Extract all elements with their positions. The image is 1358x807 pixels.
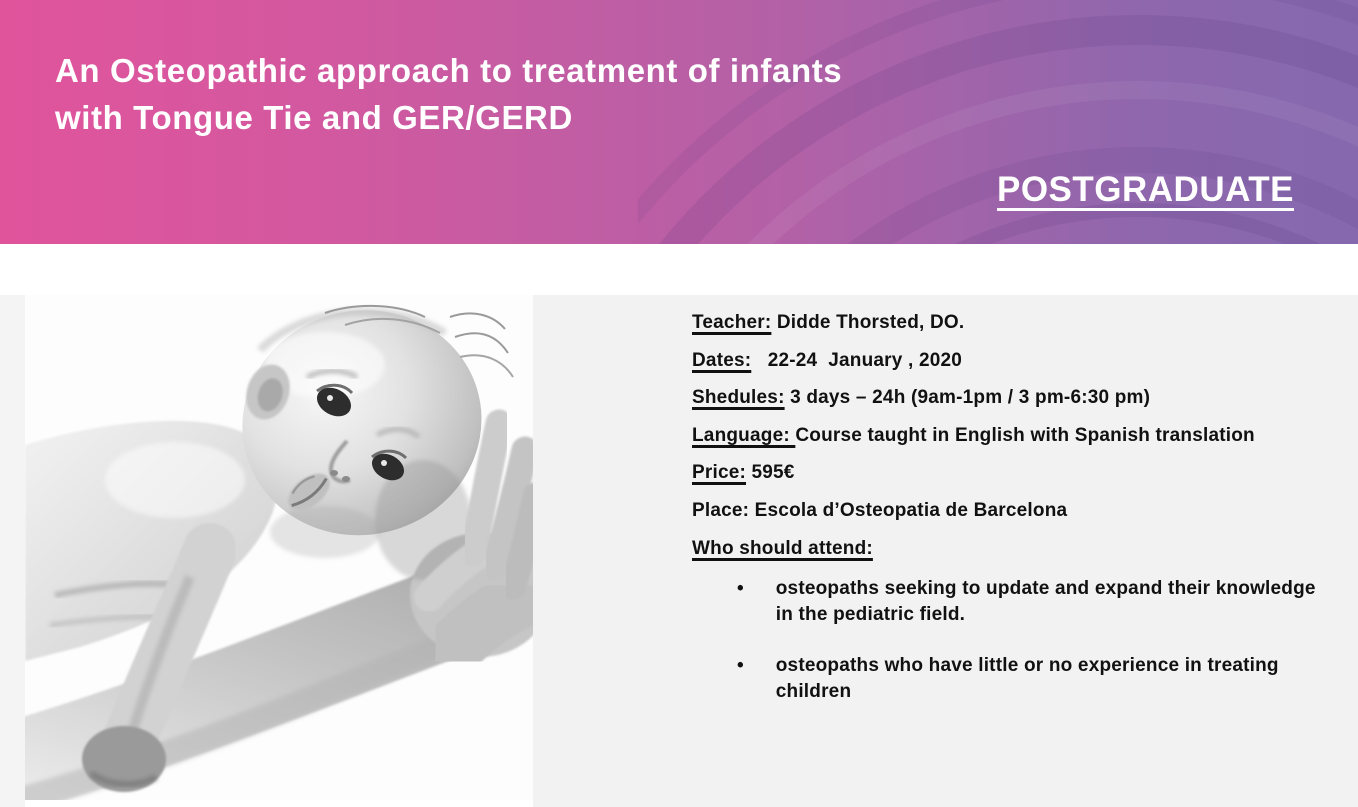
- course-details-panel: [533, 295, 1358, 807]
- course-title: [55, 47, 842, 141]
- field-dates: [692, 342, 1328, 380]
- field-dates-label: Dates:: [692, 349, 752, 371]
- course-title-line2: with Tongue Tie and GER/GERD: [55, 99, 573, 136]
- baby-photo-illustration: [25, 295, 533, 800]
- field-language-value: Course taught in English with Spanish translation: [795, 424, 1255, 446]
- field-teacher-value: Didde Thorsted, DO.: [771, 312, 965, 333]
- left-margin-strip: [0, 295, 25, 807]
- hero-banner: [0, 0, 1358, 244]
- bullet-marker: •: [737, 655, 744, 677]
- audience-bullet-list: [692, 576, 1328, 705]
- field-schedules-label: Shedules:: [692, 387, 785, 409]
- field-place-label: Place:: [692, 499, 750, 521]
- field-place: [692, 492, 1328, 530]
- postgraduate-link[interactable]: POSTGRADUATE: [996, 170, 1294, 209]
- baby-photo: [25, 295, 533, 800]
- field-schedules-value: 3 days – 24h (9am-1pm / 3 pm-6:30 pm): [784, 387, 1151, 409]
- field-teacher: [692, 304, 1328, 342]
- field-schedules: [692, 379, 1328, 417]
- bullet-marker: •: [737, 578, 744, 600]
- field-price-label: Price:: [692, 462, 747, 484]
- field-teacher-label: Teacher:: [692, 312, 772, 333]
- audience-bullet-text: osteopaths who have little or no experience in treating children: [775, 655, 1279, 703]
- who-should-attend-label: Who should attend:: [692, 537, 873, 559]
- field-price-value: 595€: [746, 462, 795, 484]
- field-dates-value: 22-24 January , 2020: [751, 349, 963, 371]
- course-title-line1: An Osteopathic approach to treatment of infants: [55, 52, 843, 89]
- audience-bullet-item: [692, 653, 1328, 705]
- audience-bullet-text: osteopaths seeking to update and expand their knowledge in the pediatric field.: [775, 578, 1316, 626]
- field-place-value: Escola d’Osteopatia de Barcelona: [749, 499, 1068, 521]
- field-price: [692, 454, 1328, 492]
- who-should-attend-heading: [692, 530, 1328, 568]
- audience-bullet-item: [692, 576, 1328, 628]
- content-area: [0, 295, 1358, 807]
- field-language: [692, 417, 1328, 455]
- field-language-label: Language:: [692, 424, 796, 446]
